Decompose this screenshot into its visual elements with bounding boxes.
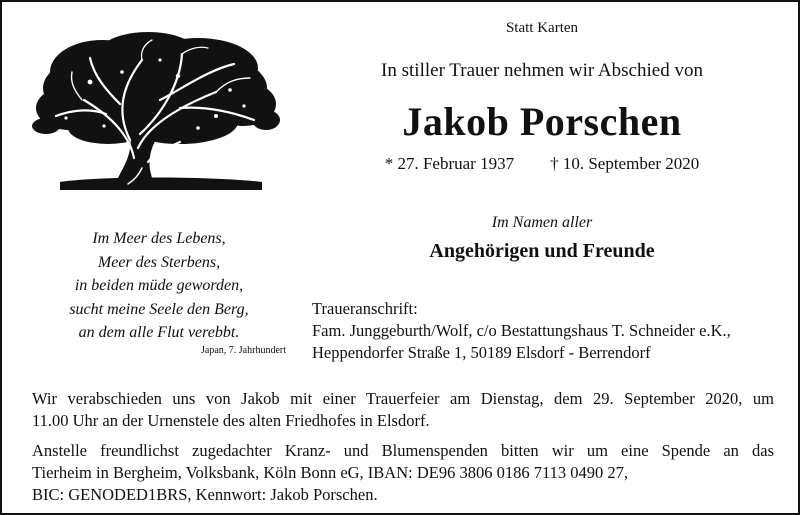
mourners-group: Angehörigen und Freunde <box>429 240 655 262</box>
statt-karten-note: Statt Karten <box>505 20 579 36</box>
ceremony-paragraph <box>32 388 774 432</box>
ceremony-line: 11.00 Uhr an der Urnenstele des alten Friedhofes in Elsdorf. <box>32 411 430 430</box>
donation-line: Tierheim in Bergheim, Volksbank, Köln Bonn eG, IBAN: DE96 3806 0186 7113 0490 27, <box>32 463 628 482</box>
poem-line: an dem alle Flut verebbt. <box>78 324 240 341</box>
address-line: Fam. Junggeburth/Wolf, c/o Bestattungshaus T. Schneider e.K., <box>312 321 731 340</box>
birth-date: * 27. Februar 1937 <box>384 154 515 173</box>
tree-illustration <box>30 30 280 192</box>
intro-line: In stiller Trauer nehmen wir Abschied von <box>381 60 703 81</box>
poem <box>30 227 288 345</box>
address-label: Traueranschrift: <box>312 299 418 318</box>
mourners-prefix: Im Namen aller <box>491 214 593 231</box>
deceased-name: Jakob Porschen <box>402 99 682 144</box>
poem-line: in beiden müde geworden, <box>74 277 244 294</box>
life-dates <box>302 154 782 174</box>
address-line: Heppendorfer Straße 1, 50189 Elsdorf - Berrendorf <box>312 343 651 362</box>
donation-paragraph <box>32 440 774 506</box>
poem-line: Meer des Sterbens, <box>97 253 221 271</box>
poem-line: Im Meer des Lebens, <box>92 230 226 247</box>
donation-line: Anstelle freundlichst zugedachter Kranz- und Blumenspenden bitten wir um eine Spende an das <box>32 441 774 460</box>
poem-line: sucht meine Seele den Berg, <box>69 300 249 318</box>
donation-line: BIC: GENODED1BRS, Kennwort: Jakob Porschen. <box>32 485 378 504</box>
poem-source: Japan, 7. Jahrhundert <box>201 345 286 356</box>
mourning-address <box>312 298 731 364</box>
ceremony-line: Wir verabschieden uns von Jakob mit einer Trauerfeier am Dienstag, dem 29. September 2020, um <box>32 389 774 408</box>
death-date: † 10. September 2020 <box>550 154 700 173</box>
